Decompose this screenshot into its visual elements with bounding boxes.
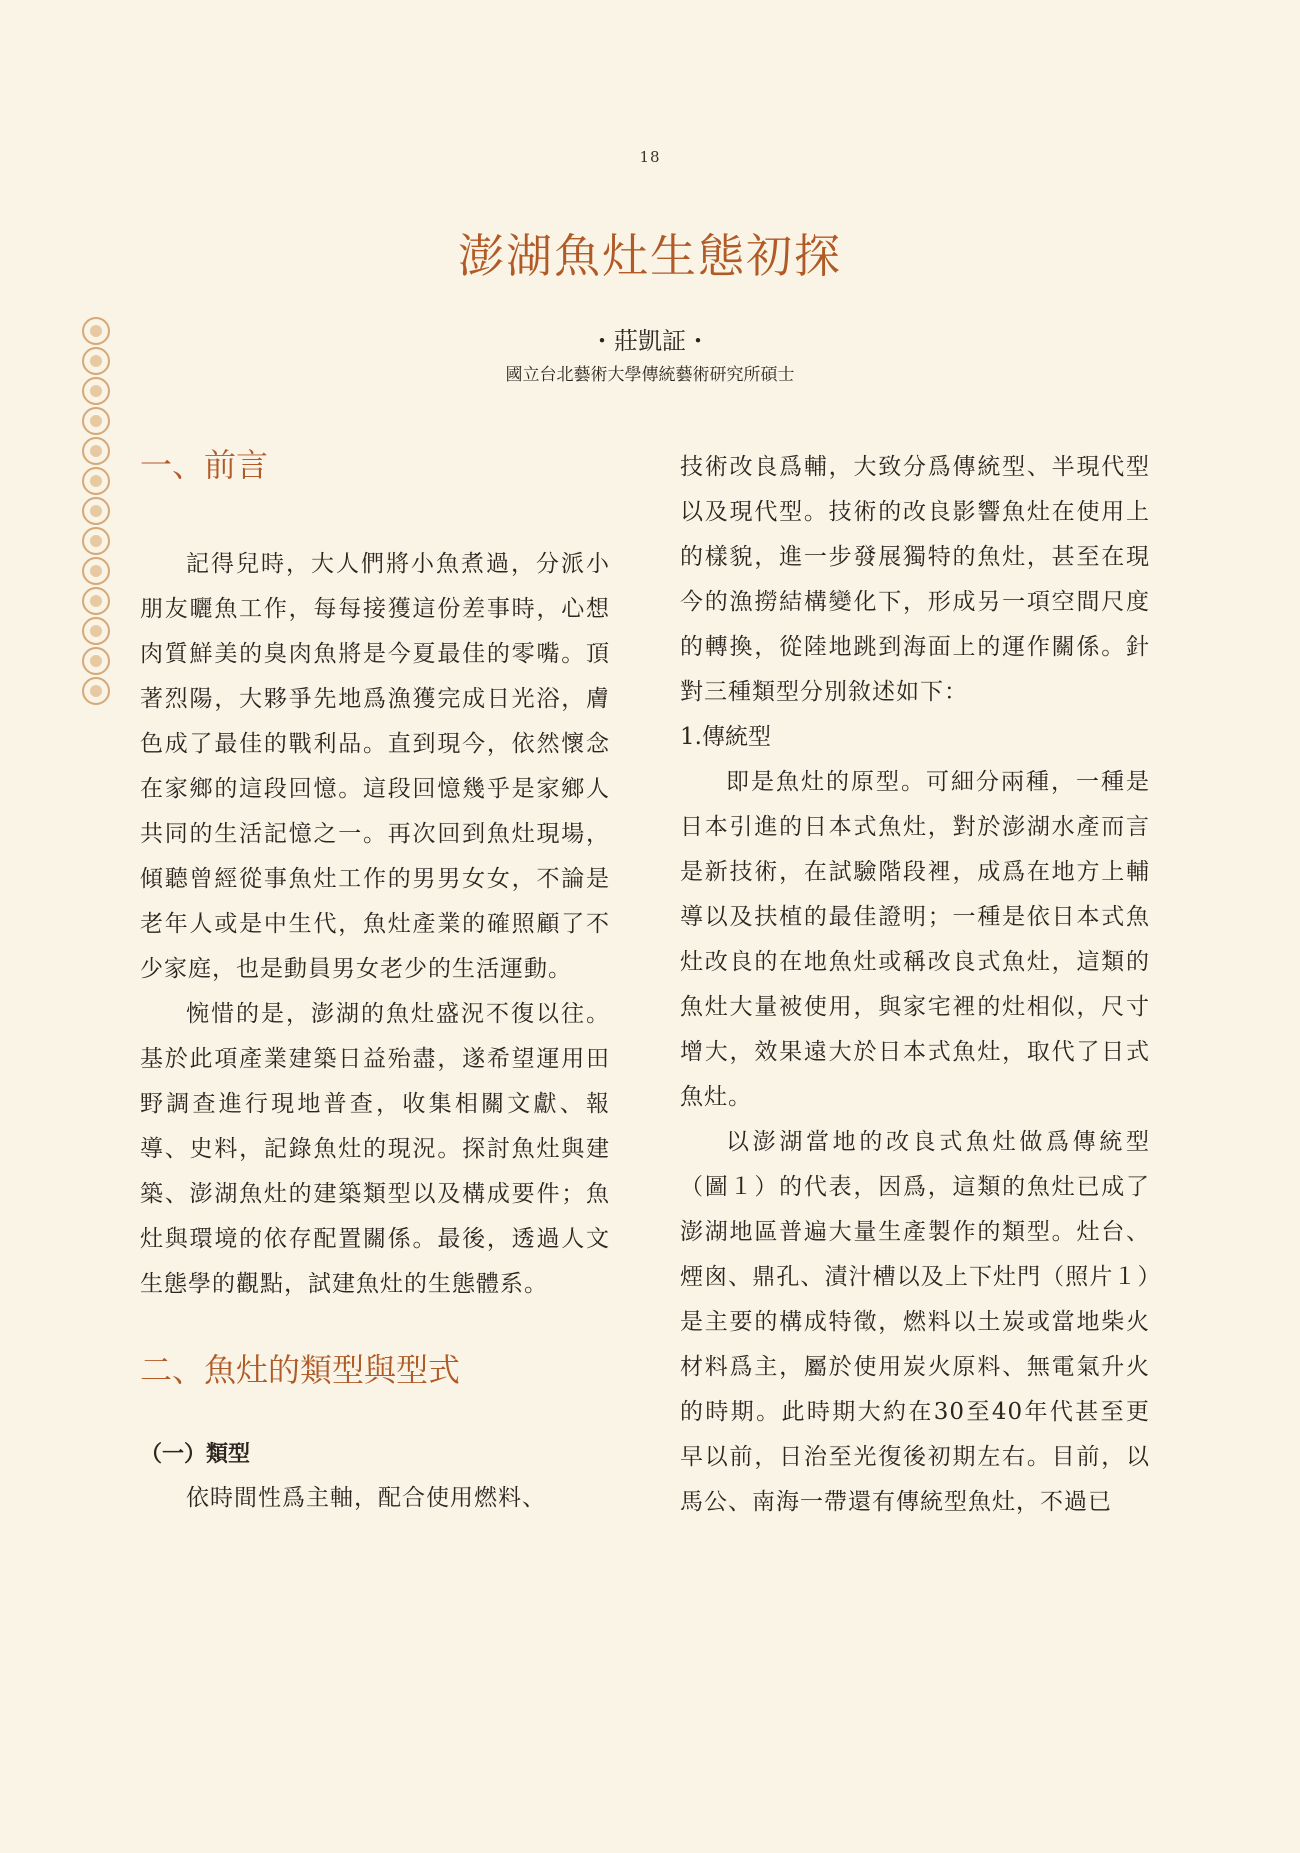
- list-label-traditional: 1.傳統型: [680, 724, 771, 750]
- intro-paragraph-2: 惋惜的是，澎湖的魚灶盛況不復以往。基於此項產業建築日益殆盡，遂希望運用田野調查進行現地普查，收集相關文獻、報導、史料，記錄魚灶的現況。探討魚灶與建築、澎湖魚灶的建築類型以及構成要件；魚灶與環境的依存配置關係。最後，透過人文生態學的觀點，試建魚灶的生態體系。: [140, 1001, 610, 1297]
- traditional-paragraph-2: 以澎湖當地的改良式魚灶做爲傳統型（圖１）的代表，因爲，這類的魚灶已成了澎湖地區普遍大量生產製作的類型。灶台、煙囪、鼎孔、漬汁槽以及上下灶門（照片１）是主要的構成特徵，燃料以土炭或當地柴火材料爲主，屬於使用炭火原料、無電氣升火的時期。此時期大約在30至40年代甚至更早以前，日治至光復後初期左右。目前，以馬公、南海一帶還有傳統型魚灶，不過已: [680, 1129, 1150, 1515]
- article-title: 澎湖魚灶生態初探: [458, 229, 842, 283]
- author-affiliation: 國立台北藝術大學傳統藝術研究所碩士: [505, 365, 795, 385]
- page-number: 18: [639, 148, 661, 166]
- types-paragraph-start: 依時間性爲主軸，配合使用燃料、: [186, 1485, 546, 1511]
- author-name: ・莊凱証・: [590, 327, 710, 355]
- subsection-heading-types: （一）類型: [140, 1442, 251, 1467]
- right-column: [680, 445, 1150, 1525]
- types-paragraph-continued: 技術改良爲輔，大致分爲傳統型、半現代型以及現代型。技術的改良影響魚灶在使用上的樣貌，進一步發展獨特的魚灶，甚至在現今的漁撈結構變化下，形成另一項空間尺度的轉換，從陸地跳到海面上的運作關係。針對三種類型分別敘述如下：: [680, 454, 1150, 705]
- left-column: [140, 430, 610, 1521]
- traditional-paragraph-1: 即是魚灶的原型。可細分兩種，一種是日本引進的日本式魚灶，對於澎湖水產而言是新技術，在試驗階段裡，成爲在地方上輔導以及扶植的最佳證明；一種是依日本式魚灶改良的在地魚灶或稱改良式魚灶，這類的魚灶大量被使用，與家宅裡的灶相似，尺寸增大，效果遠大於日本式魚灶，取代了日式魚灶。: [680, 769, 1150, 1110]
- decorative-ornament: [78, 315, 114, 715]
- section-heading-types: 二、魚灶的類型與型式: [140, 1351, 461, 1389]
- intro-paragraph-1: 記得兒時，大人們將小魚煮過，分派小朋友曬魚工作，每每接獲這份差事時，心想肉質鮮美的臭肉魚將是今夏最佳的零嘴。頂著烈陽，大夥爭先地爲漁獲完成日光浴，膚色成了最佳的戰利品。直到現今，依然懷念在家鄉的這段回憶。這段回憶幾乎是家鄉人共同的生活記憶之一。再次回到魚灶現場，傾聽曾經從事魚灶工作的男男女女，不論是老年人或是中生代，魚灶產業的確照顧了不少家庭，也是動員男女老少的生活運動。: [140, 551, 610, 982]
- section-heading-introduction: 一、前言: [140, 446, 269, 484]
